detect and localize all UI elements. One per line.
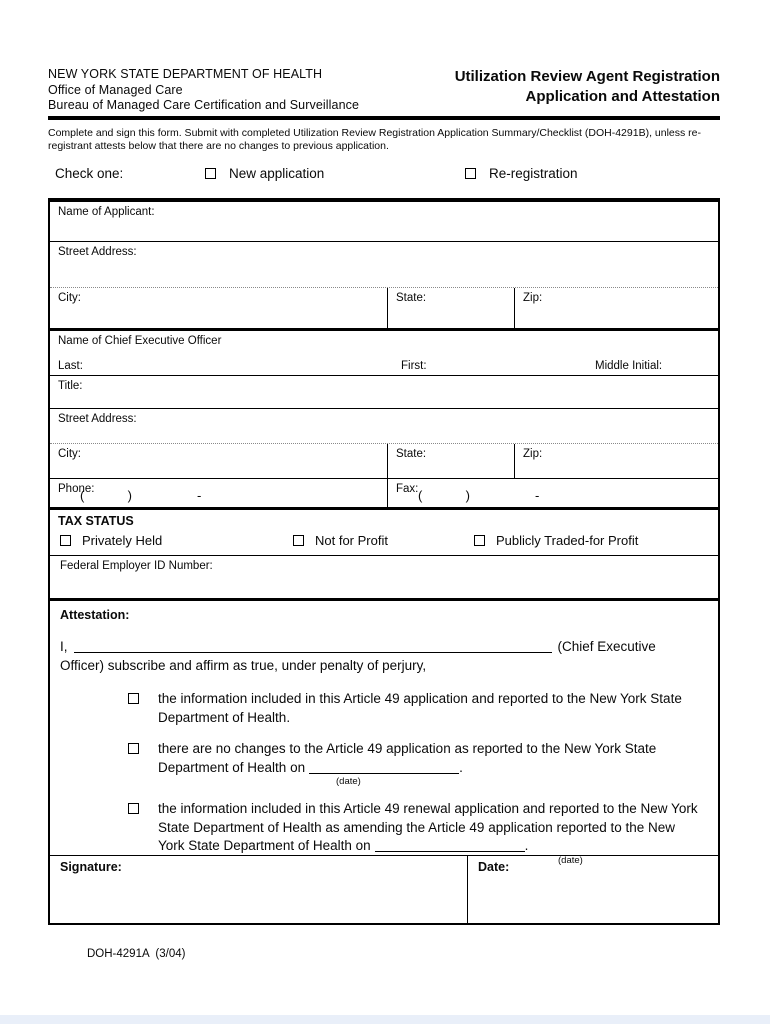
agency-office: Office of Managed Care [48, 82, 183, 97]
applicant-city-field[interactable] [50, 288, 387, 328]
attestation-item-1 [128, 690, 703, 727]
ceo-last-label: Last: [58, 360, 83, 372]
checkbox-new-application-icon[interactable] [205, 168, 216, 179]
applicant-street-label: Street Address: [58, 246, 137, 258]
signature-label: Signature: [60, 860, 122, 874]
attestation-item-3-text: the information included in this Article 49 renewal application and reported to the New York State Department of Health as amending the Article 49 application reported to the New York State Department of Health on [158, 801, 698, 853]
option-privately-held-label: Privately Held [82, 533, 163, 548]
ceo-middle-initial-label: Middle Initial: [595, 360, 663, 372]
checkbox-attestation-3-icon[interactable] [128, 803, 139, 814]
check-one-label: Check one: [55, 166, 124, 181]
checkbox-attestation-2-icon[interactable] [128, 743, 139, 754]
form-header [48, 67, 720, 114]
attestation-item-1-text: the information included in this Article 49 application and reported to the New York State Department of Health. [158, 691, 682, 725]
ceo-zip-label: Zip: [523, 448, 543, 460]
checkbox-not-for-profit-icon[interactable] [293, 535, 304, 546]
applicant-street-field[interactable] [50, 242, 718, 288]
ceo-section-label: Name of Chief Executive Officer [58, 335, 222, 347]
tax-status-options [50, 533, 718, 551]
attestation-section [50, 601, 718, 866]
applicant-name-label: Name of Applicant: [58, 206, 155, 218]
form-table [48, 198, 720, 925]
page-title [455, 67, 720, 114]
applicant-name-field[interactable] [50, 202, 718, 242]
agency-bureau: Bureau of Managed Care Certification and Surveillance [48, 98, 360, 112]
option-re-registration[interactable] [465, 166, 578, 181]
ceo-name-blank[interactable] [74, 639, 552, 653]
attestation-item-2-period: . [459, 759, 463, 775]
signature-date-field[interactable] [467, 856, 718, 923]
check-one-row [48, 164, 720, 186]
attestation-body [50, 622, 718, 866]
option-re-registration-label: Re-registration [489, 166, 578, 181]
ceo-name-field[interactable] [50, 331, 718, 376]
page-title-line1: Utilization Review Agent Registration [454, 68, 720, 85]
option-not-for-profit-label: Not for Profit [315, 533, 388, 548]
attestation-items [60, 690, 696, 866]
applicant-state-label: State: [396, 292, 427, 304]
agency-block [48, 67, 359, 114]
page-title-line2: Application and Attestation [525, 88, 720, 105]
attestation-item-2-date-blank[interactable] [309, 760, 459, 774]
form-number: DOH-4291A (3/04) [87, 948, 186, 960]
ceo-fax-field[interactable] [387, 479, 718, 507]
fein-field[interactable] [50, 556, 718, 601]
ceo-city-field[interactable] [50, 444, 387, 478]
ceo-title-field[interactable] [50, 376, 718, 409]
option-publicly-traded-label: Publicly Traded-for Profit [496, 533, 639, 548]
tax-status-row [50, 510, 718, 556]
ceo-phone-format: ( ) - [80, 488, 202, 503]
signature-field[interactable] [50, 856, 467, 923]
page-bottom-edge [0, 1015, 770, 1024]
ceo-fax-label: Fax: [396, 483, 419, 495]
ceo-fax-format: ( ) - [418, 488, 540, 503]
checkbox-re-registration-icon[interactable] [465, 168, 476, 179]
attestation-item-3-date-caption: (date) [558, 854, 583, 866]
attestation-item-2-date-caption: (date) [336, 776, 361, 787]
checkbox-privately-held-icon[interactable] [60, 535, 71, 546]
ceo-city-state-zip-row [50, 444, 718, 479]
applicant-state-field[interactable] [387, 288, 514, 328]
attestation-item-3-period: . [524, 838, 529, 853]
attestation-item-3-date-blank[interactable] [375, 838, 525, 852]
signature-date-row [50, 856, 718, 923]
signature-date-label: Date: [478, 860, 510, 874]
ceo-title-label: Title: [58, 380, 83, 392]
agency-name: NEW YORK STATE DEPARTMENT OF HEALTH [48, 67, 323, 81]
applicant-zip-field[interactable] [514, 288, 718, 328]
ceo-street-field[interactable] [50, 409, 718, 444]
attestation-item-2-text: there are no changes to the Article 49 application as reported to the New York State Department of Health on [158, 741, 657, 775]
checkbox-publicly-traded-icon[interactable] [474, 535, 485, 546]
attestation-intro-suffix: (Chief Executive Officer) subscribe and affirm as true, under penalty of perjury, [60, 639, 656, 673]
phone-fax-row [50, 479, 718, 510]
option-publicly-traded[interactable] [474, 533, 638, 548]
option-new-application-label: New application [229, 166, 325, 181]
ceo-state-field[interactable] [387, 444, 514, 478]
ceo-street-label: Street Address: [58, 413, 137, 425]
option-new-application[interactable] [205, 166, 324, 181]
ceo-zip-field[interactable] [514, 444, 718, 478]
ceo-city-label: City: [58, 448, 81, 460]
checkbox-attestation-1-icon[interactable] [128, 693, 139, 704]
form-instructions: Complete and sign this form. Submit with completed Utilization Review Registration Application Summary/Checklist (DOH-4291B), unless re-registrant attests below that there are no changes to previous application. [48, 127, 702, 152]
attestation-label: Attestation: [60, 608, 130, 622]
applicant-zip-label: Zip: [523, 292, 543, 304]
header-rule [48, 116, 720, 120]
ceo-phone-field[interactable] [50, 479, 387, 507]
ceo-state-label: State: [396, 448, 427, 460]
option-not-for-profit[interactable] [293, 533, 388, 548]
fein-label: Federal Employer ID Number: [60, 560, 213, 572]
applicant-city-state-zip-row [50, 288, 718, 331]
attestation-intro-prefix: I, [60, 639, 68, 654]
applicant-city-label: City: [58, 292, 81, 304]
option-privately-held[interactable] [60, 533, 162, 548]
ceo-phone-label: Phone: [58, 483, 95, 495]
tax-status-label: TAX STATUS [58, 514, 134, 528]
attestation-item-2 [128, 740, 703, 787]
ceo-first-label: First: [401, 360, 427, 372]
